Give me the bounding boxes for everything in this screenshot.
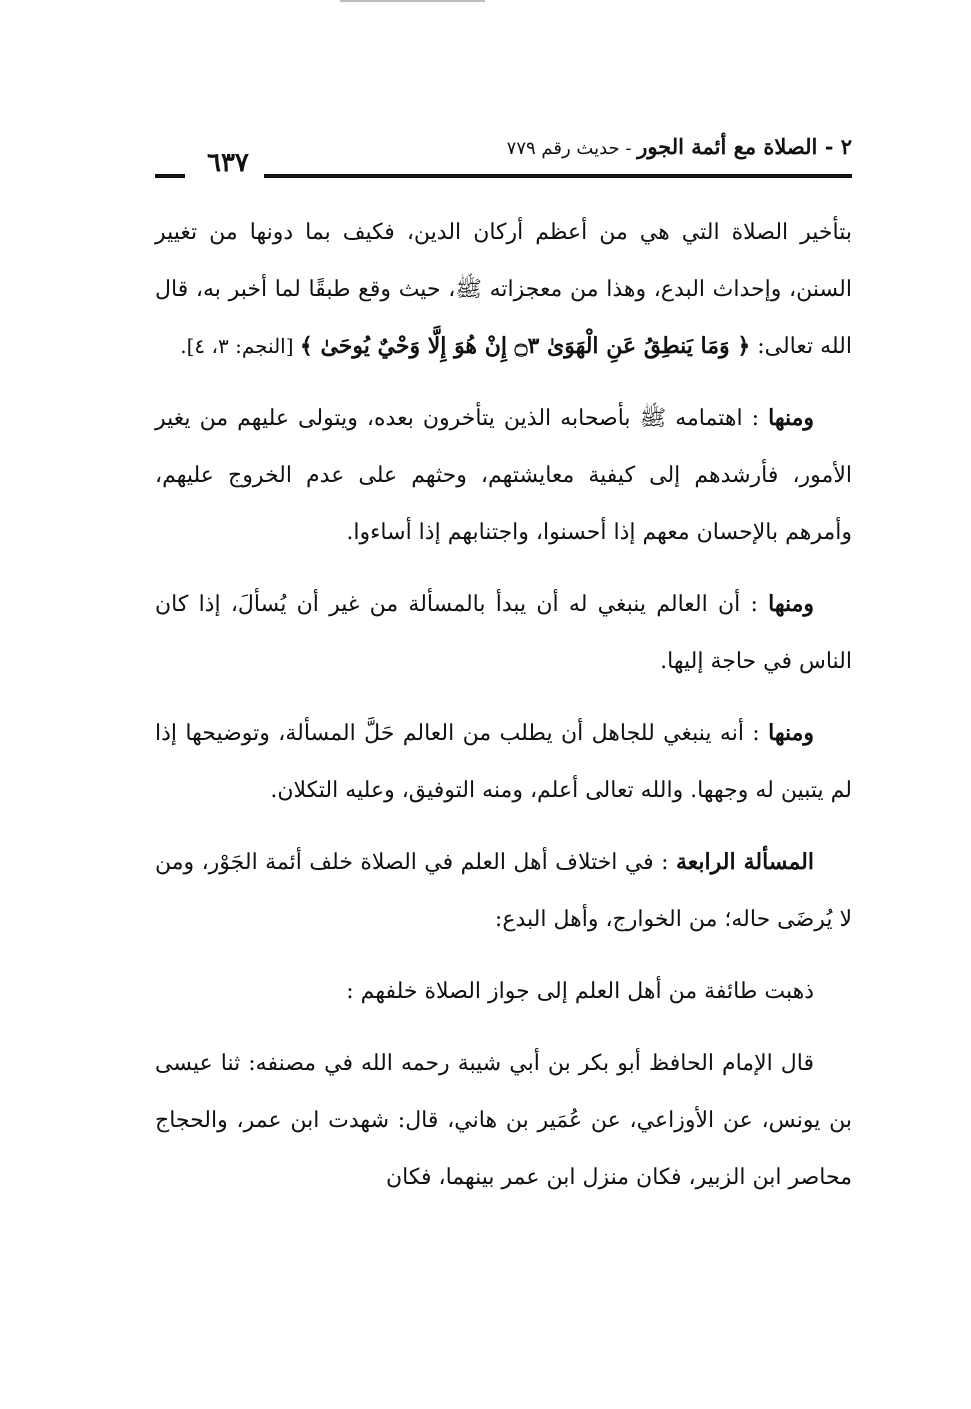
paragraph-narration: [155, 1035, 852, 1206]
chapter-title: ٢ - الصلاة مع أئمة الجور: [637, 134, 852, 159]
page-number-rule: [155, 174, 185, 178]
page-body: [155, 204, 852, 1221]
scan-edge-mark: [340, 0, 485, 2]
paragraph-lead: ومنها: [768, 720, 814, 746]
paragraph-lesson-2: [155, 576, 852, 690]
paragraph-text: : في اختلاف أهل العلم في الصلاة خلف أئمة الجَوْر، ومن لا يُرضَى حاله؛ من الخوارج، وأهل البدع:: [155, 850, 852, 932]
paragraph-issue-4: [155, 834, 852, 948]
paragraph-lesson-1: [155, 390, 852, 561]
quran-verse: ﴿ وَمَا يَنطِقُ عَنِ الْهَوَىٰ ۝٣ إِنْ هُوَ إِلَّا وَحْيٌ يُوحَىٰ ﴾: [299, 333, 751, 359]
paragraph-text: ذهبت طائفة من أهل العلم إلى جواز الصلاة خلفهم :: [346, 979, 814, 1004]
page-number: ٦٣٧: [207, 148, 249, 178]
header-rule: [264, 174, 852, 178]
paragraph-text: : أنه ينبغي للجاهل أن يطلب من العالم حَلَّ المسألة، وتوضيحها إذا لم يتبين له وجهها. والله تعالى أعلم، ومنه التوفيق، وعليه التكلان.: [155, 721, 852, 803]
paragraph-lead: ومنها: [768, 405, 814, 431]
verse-reference: [النجم: ٣، ٤].: [180, 334, 300, 358]
paragraph-continuation: [155, 204, 852, 375]
paragraph-opinion: [155, 963, 852, 1020]
paragraph-lead: ومنها: [768, 591, 814, 617]
paragraph-text: بتأخير الصلاة التي هي من أعظم أركان الدين، فكيف بما دونها من تغيير السنن، وإحداث البدع، وهذا من معجزاته ﷺ، حيث وقع طبقًا لما أخبر به، قال الله تعالى:: [155, 220, 852, 359]
paragraph-text: قال الإمام الحافظ أبو بكر بن أبي شيبة رحمه الله في مصنفه: ثنا عيسى بن يونس، عن الأوزاعي، عن عُمَير بن هاني، قال: شهدت ابن عمر، والحجاج محاصر ابن الزبير، فكان منزل ابن عمر بينهما، فكان: [155, 1051, 852, 1190]
hadith-number: - حديث رقم ٧٧٩: [506, 138, 638, 159]
issue-heading: المسألة الرابعة: [675, 849, 814, 875]
running-header: [155, 134, 852, 184]
paragraph-text: : أن العالم ينبغي له أن يبدأ بالمسألة من غير أن يُسألَ، إذا كان الناس في حاجة إليها.: [155, 592, 852, 674]
paragraph-text: : اهتمامه ﷺ بأصحابه الذين يتأخرون بعده، ويتولى عليهم من يغير الأمور، فأرشدهم إلى كيفية معايشتهم، وحثهم على عدم الخروج عليهم، وأمرهم بالإحسان معهم إذا أحسنوا، واجتنابهم إذا أساءوا.: [155, 406, 852, 545]
running-header-title: [507, 134, 852, 159]
paragraph-lesson-3: [155, 705, 852, 819]
